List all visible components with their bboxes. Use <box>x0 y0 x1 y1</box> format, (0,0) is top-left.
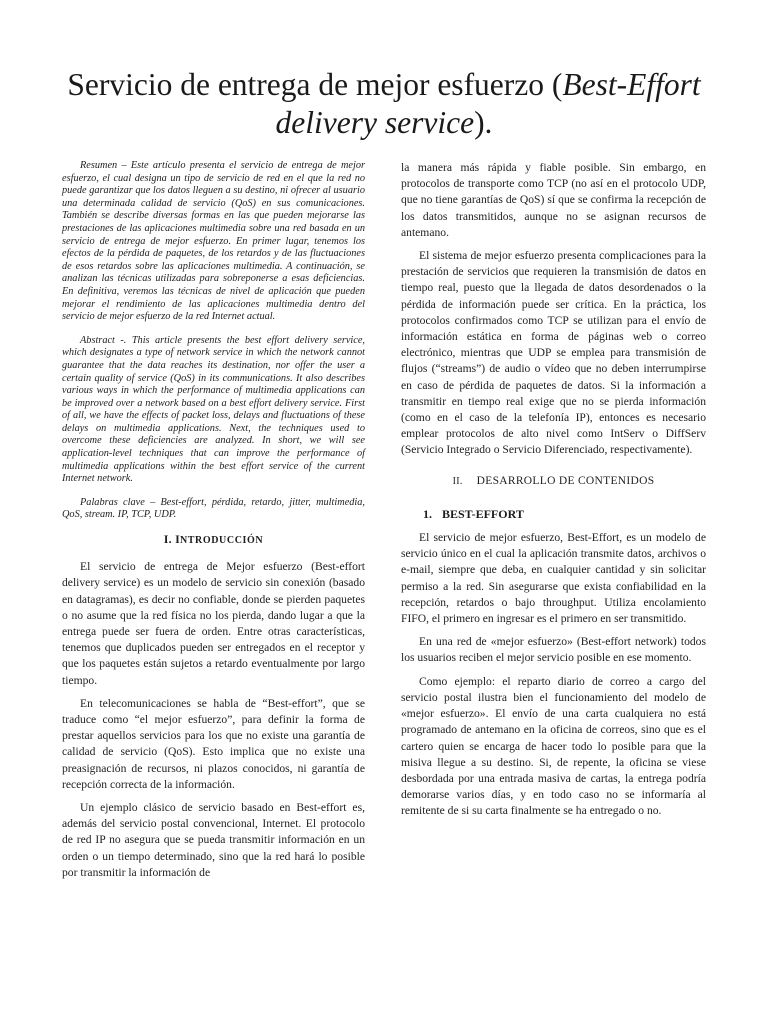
section-number: II. <box>452 475 463 487</box>
subsection-heading-best-effort <box>423 506 706 522</box>
section-heading-rest: NTRODUCCIÓN <box>179 535 264 547</box>
title-part-1: Servicio de entrega de mejor esfuerzo ( <box>67 67 563 102</box>
title-part-3: ). <box>474 105 493 140</box>
intro-paragraph-3-continued: la manera más rápida y fiable posible. Sin embargo, en protocolos de transporte como TCP (no así en el protocolo UDP, que no tiene garantías de QoS) sí que se confirma la recepción de los datos transmitidos, aunque no se asignan recursos de antemano. <box>401 161 706 239</box>
keywords-paragraph: Palabras clave – Best-effort, pérdida, retardo, jitter, multimedia, QoS, stream. IP, TCP, UDP. <box>62 496 365 521</box>
intro-paragraph-2: En telecomunicaciones se habla de “Best-effort”, que se traduce como “el mejor esfuerzo”, para definir la forma de prestar aquellos servicios para los que no existe una garantía de calidad de servicio (QoS). Esto implica que no existe una preasignación de recursos, ni plazos conocidos, ni garantía de recepción correcta de la información. <box>62 696 365 791</box>
section-heading-text: DESARROLLO DE CONTENIDOS <box>476 474 655 487</box>
title-part-2-italic: Best-Effort delivery service <box>275 67 701 140</box>
intro-paragraph-1: El servicio de entrega de Mejor esfuerzo (Best-effort delivery service) es un modelo de servicio sin conexión (basado en datagramas), es decir no confiable, donde se pierden paquetes o no asume que la red física no los pierda, dando lugar a que la entrega puede ser fuera de orden. Entre otras características, tenemos que duplicados pueden ser entregados en el receptor y que los paquetes están sujetos a retardo eventualmente por largo tiempo. <box>62 560 365 687</box>
intro-paragraph-3: Un ejemplo clásico de servicio basado en Best-effort es, además del servicio postal convencional, Internet. El protocolo de red IP no asegura que se pueda transmitir información en un orden o un tiempo determinado, sino que la red hará lo posible por transmitir la información de <box>62 801 365 879</box>
section-heading-introduccion <box>62 531 365 549</box>
abstract-paragraph: Abstract -. This article presents the best effort delivery service, which designates a type of network service in which the network cannot guarantee that the data reaches its destination, nor offer the user a certain quality of service (QoS) in its communications. It also describes various ways in which the performance of multimedia applications can be improved over a network based on a best effort delivery service. First of all, we have the effects of packet loss, delays and fluctuations of these delays on multimedia applications. Next, the techniques used to overcome these deficiencies are analyzed. In short, we will see application-level techniques that can improve the performance of multimedia applications within the best effort service of the current Internet network. <box>62 334 365 485</box>
best-effort-paragraph-2: En una red de «mejor esfuerzo» (Best-effort network) todos los usuarios reciben el mejor servicio posible en ese momento. <box>401 635 706 665</box>
resumen-paragraph: Resumen – Este artículo presenta el servicio de entrega de mejor esfuerzo, el cual designa un tipo de servicio de red en el que la red no puede garantizar que los datos lleguen a su destino, ni ofrecer al usuario una determinada calidad de servicio (QoS) en sus comunicaciones. También se describe diversas formas en las que pueden mejorarse las prestaciones de las aplicaciones multimedia sobre una red basada en un servicio de entrega de mejor esfuerzo. En primer lugar, tenemos los efectos de la pérdida de paquetes, de los retardos y de las fluctuaciones de esos retardos sobre las aplicaciones multimedia. A continuación, se analizan las técnicas utilizadas para sobreponerse a esas deficiencias. En definitiva, veremos las técnicas de nivel de aplicación que pueden mejorar el rendimiento de las aplicaciones multimedia dentro del servicio de mejor esfuerzo de la red Internet actual. <box>62 160 365 323</box>
best-effort-paragraph-3: Como ejemplo: el reparto diario de correo a cargo del servicio postal ilustra bien el funcionamiento del modelo de «mejor esfuerzo». El envío de una carta cualquiera no está programado de antemano en la oficina de correos, sino que es el cartero quien se encarga de hacer todo lo posible para que la misiva llegue a su destino. Si, de repente, la oficina se viese desbordada por una entrada masiva de cartas, la entrega podría demorarse varios días, y en todo caso no se informaría al remitente de si su carta finalmente se ha entregado o no. <box>401 674 706 818</box>
section-number: I. <box>163 532 172 547</box>
intro-paragraph-4: El sistema de mejor esfuerzo presenta complicaciones para la prestación de servicios que requieren la transmisión de datos en tiempo real, puesto que la llegada de datos desordenados o la pérdida de información puede ser crítica. En la práctica, los protocolos confirmados como TCP se utilizan para el envío de información estática en forma de páginas web o correo electrónico, mientras que UDP se emplea para transmisión de flujos (“streams”) de audio o vídeo que no deben interrumpirse en caso de pérdida de paquetes de datos. Si la información a transmitir en tiempo real exige que no se pierda información (como en el caso de la telefonía IP), entonces es necesario emplear protocolos de alto nivel como IntServ o DiffServ (Servicio Integrado o Servicio Diferenciado, respectivamente). <box>401 249 706 457</box>
section-heading-desarrollo <box>401 473 706 490</box>
subsection-number: 1. <box>423 506 432 521</box>
paper-title <box>60 66 708 142</box>
subsection-heading-text: BEST-EFFORT <box>442 506 524 521</box>
right-column <box>401 160 706 827</box>
best-effort-paragraph-1: El servicio de mejor esfuerzo, Best-Effort, es un modelo de servicio único en el cual la aplicación transmite datos, archivos o e-mail, siempre que deba, en cualquier cantidad y sin solicitar permiso a la red. Sin asegurarse que exista confiabilidad en la recepción, retardos o bajo throughput. Utiliza encolamiento FIFO, el primero en ingresar es el primero en ser transmitido. <box>401 531 706 626</box>
section-heading-initial: I <box>175 532 180 547</box>
left-column <box>62 160 365 888</box>
